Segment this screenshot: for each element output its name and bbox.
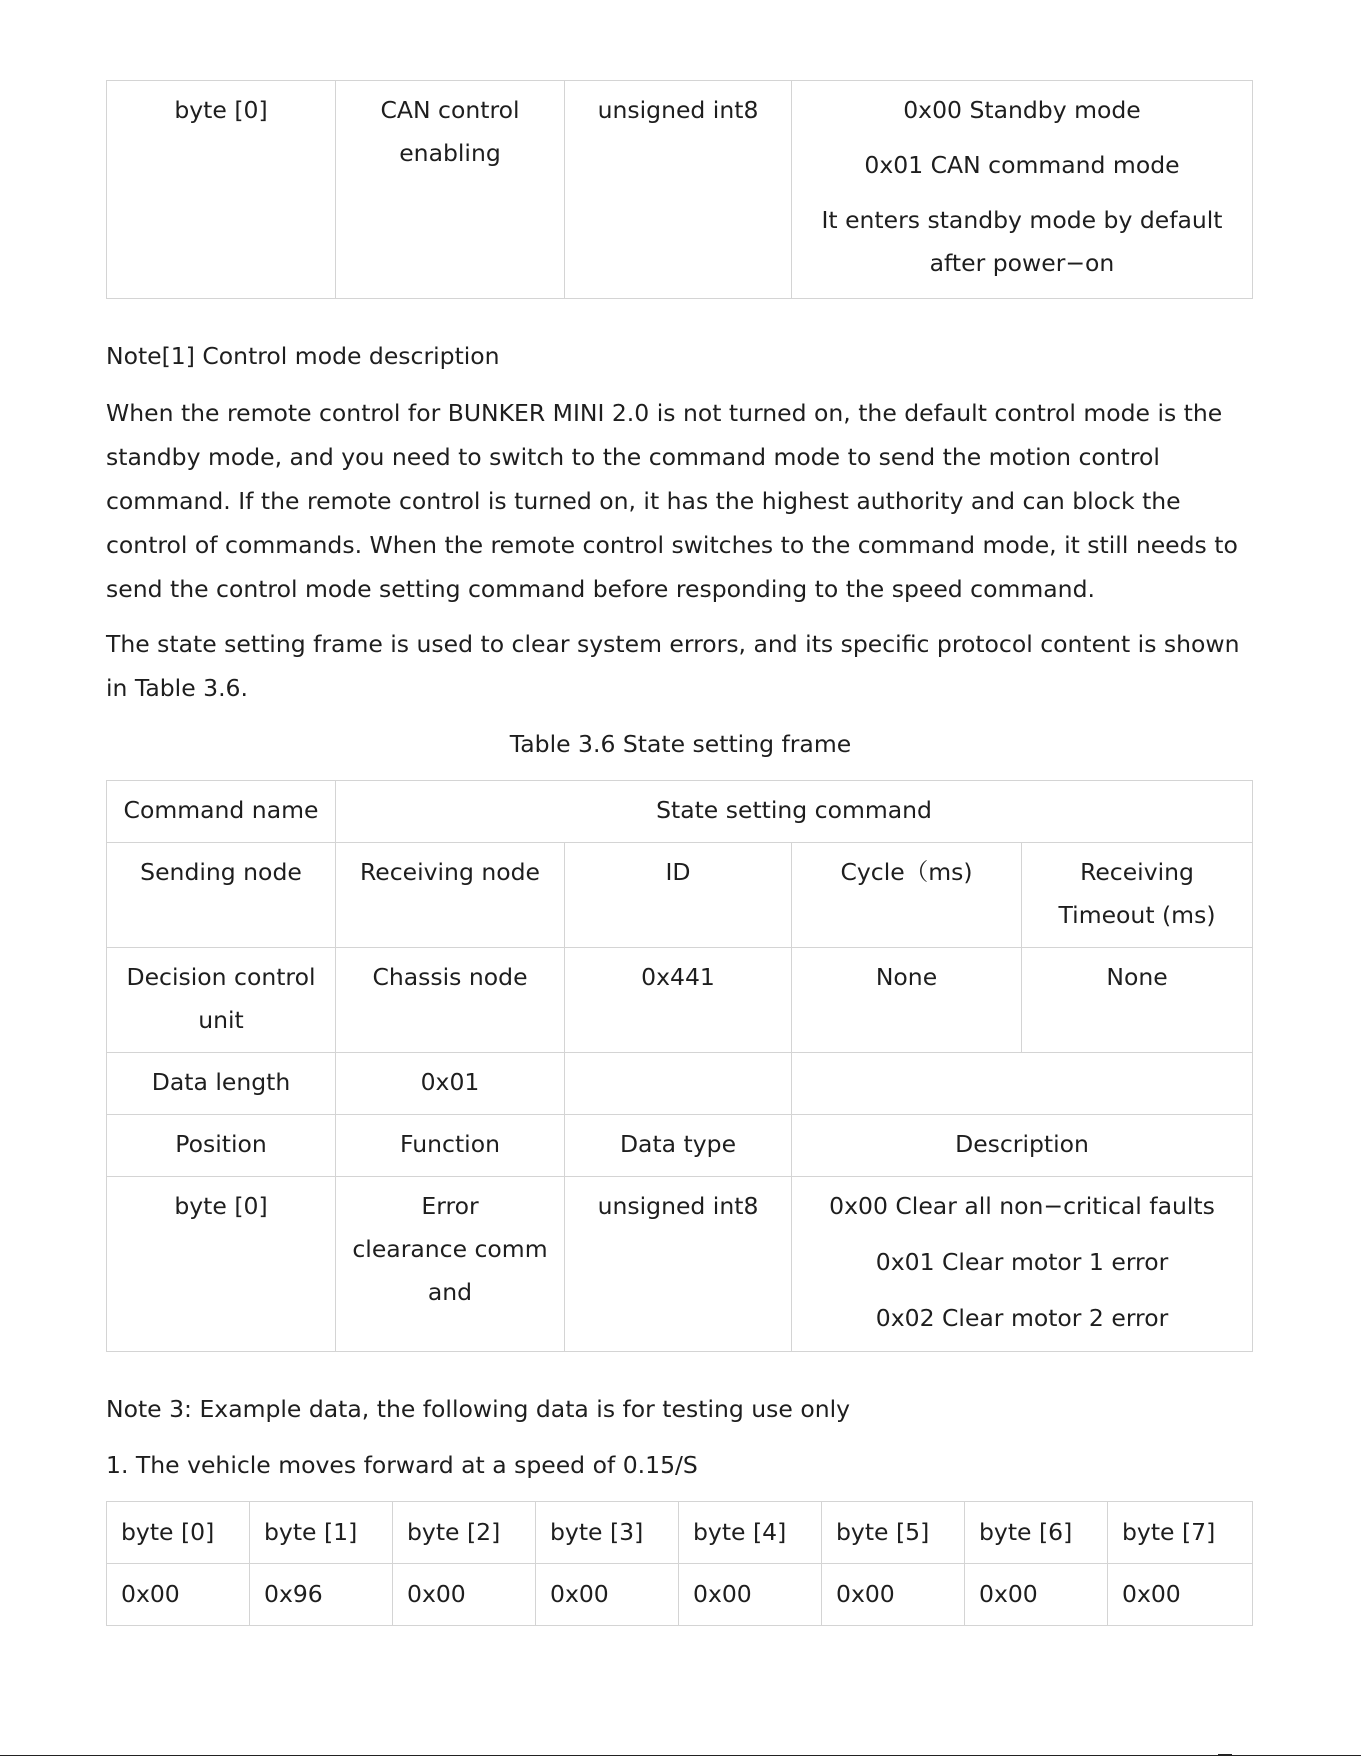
row-description-line: 0x00 Clear all non−critical faults — [829, 1192, 1215, 1220]
data-type-cell — [565, 81, 792, 299]
byte-header-cell: byte [5] — [822, 1502, 965, 1564]
function-header-cell — [336, 1115, 565, 1177]
control-mode-table — [106, 80, 1253, 299]
row-description-line: 0x02 Clear motor 2 error — [875, 1304, 1169, 1332]
row-description-cell — [792, 1177, 1253, 1352]
row-function-line: and — [427, 1278, 473, 1306]
paragraph-line: control of commands. When the remote control switches to the command mode, it still needs to — [106, 531, 1238, 559]
cycle-value-cell — [792, 948, 1022, 1053]
position-header-cell — [107, 1115, 336, 1177]
byte-header-cell: byte [3] — [536, 1502, 679, 1564]
byte-example-table — [106, 1501, 1253, 1626]
byte-header-cell: byte [4] — [679, 1502, 822, 1564]
cycle-header-cell — [792, 843, 1022, 948]
byte-value-cell: 0x00 — [1108, 1564, 1253, 1626]
example-title: 1. The vehicle moves forward at a speed of 0.15/S — [106, 1451, 698, 1479]
description-line: It enters standby mode by default — [821, 206, 1223, 234]
byte-value-cell: 0x00 — [536, 1564, 679, 1626]
paragraph-line: in Table 3.6. — [106, 674, 248, 702]
byte-header-cell: byte [6] — [965, 1502, 1108, 1564]
cycle-header: Cycle（ms) — [840, 858, 973, 886]
description-header-cell — [792, 1115, 1253, 1177]
function-header: Function — [400, 1130, 500, 1158]
description-line: 0x00 Standby mode — [903, 96, 1141, 124]
paragraph-line: send the control mode setting command before responding to the speed command. — [106, 575, 1095, 603]
byte-header-cell: byte [1] — [250, 1502, 393, 1564]
function-line: CAN control — [380, 96, 520, 124]
cycle-value: None — [875, 963, 938, 991]
page-corner-mark — [1218, 1754, 1232, 1755]
byte-value-cell: 0x96 — [250, 1564, 393, 1626]
receiving-node-value: Chassis node — [372, 963, 528, 991]
id-header: ID — [665, 858, 691, 886]
row-data-type-value: unsigned int8 — [597, 1192, 759, 1220]
note3-heading: Note 3: Example data, the following data is for testing use only — [106, 1395, 851, 1423]
data-type-header-cell — [565, 1115, 792, 1177]
timeout-value: None — [1106, 963, 1168, 991]
receiving-node-header-cell — [336, 843, 565, 948]
sending-node-value-cell — [107, 948, 336, 1053]
sending-node-header: Sending node — [140, 858, 302, 886]
row-function-line: Error — [421, 1192, 479, 1220]
note1-heading: Note[1] Control mode description — [106, 342, 500, 370]
data-length-label: Data length — [151, 1068, 291, 1096]
byte-header-cell: byte [2] — [393, 1502, 536, 1564]
paragraph-line: command. If the remote control is turned on, it has the highest authority and can block the — [106, 487, 1181, 515]
sending-node-line: Decision control — [126, 963, 316, 991]
paragraph-line: standby mode, and you need to switch to the command mode to send the motion control — [106, 443, 1160, 471]
byte-value-cell: 0x00 — [822, 1564, 965, 1626]
command-name-label: Command name — [123, 796, 319, 824]
receiving-node-header: Receiving node — [359, 858, 540, 886]
row-data-type-cell — [565, 1177, 792, 1352]
row-position-value: byte [0] — [174, 1192, 268, 1220]
page-bottom-rule — [0, 1755, 1361, 1756]
byte-value-cell: 0x00 — [393, 1564, 536, 1626]
id-header-cell — [565, 843, 792, 948]
timeout-header-line: Receiving — [1080, 858, 1194, 886]
empty-cell — [565, 1053, 792, 1115]
function-cell — [336, 81, 565, 299]
id-value: 0x441 — [641, 963, 715, 991]
command-name-value-cell — [336, 781, 1253, 843]
table-caption: Table 3.6 State setting frame — [509, 730, 852, 758]
state-setting-paragraph — [106, 622, 1256, 710]
id-value-cell — [565, 948, 792, 1053]
empty-cell — [792, 1053, 1253, 1115]
row-function-cell — [336, 1177, 565, 1352]
timeout-header-cell — [1022, 843, 1253, 948]
row-function-line: clearance comm — [352, 1235, 548, 1263]
state-setting-table — [106, 780, 1253, 1352]
description-cell — [792, 81, 1253, 299]
position-value: byte [0] — [174, 96, 268, 124]
note1-paragraph — [106, 391, 1256, 611]
data-length-label-cell — [107, 1053, 336, 1115]
description-line: after power−on — [929, 249, 1115, 277]
receiving-node-value-cell — [336, 948, 565, 1053]
description-line: 0x01 CAN command mode — [864, 151, 1180, 179]
data-type-header: Data type — [619, 1130, 737, 1158]
paragraph-line: The state setting frame is used to clear system errors, and its specific protocol content is shown — [106, 630, 1240, 658]
command-name-value: State setting command — [656, 796, 932, 824]
row-description-line: 0x01 Clear motor 1 error — [875, 1248, 1169, 1276]
sending-node-line: unit — [198, 1006, 244, 1034]
sending-node-header-cell — [107, 843, 336, 948]
data-length-value: 0x01 — [420, 1068, 480, 1096]
row-position-cell — [107, 1177, 336, 1352]
data-type-value: unsigned int8 — [597, 96, 759, 124]
byte-header-cell: byte [0] — [107, 1502, 250, 1564]
paragraph-line: When the remote control for BUNKER MINI 2.0 is not turned on, the default control mode is the — [106, 399, 1223, 427]
position-header: Position — [175, 1130, 267, 1158]
data-length-value-cell — [336, 1053, 565, 1115]
position-cell — [107, 81, 336, 299]
byte-value-cell: 0x00 — [107, 1564, 250, 1626]
byte-value-cell: 0x00 — [965, 1564, 1108, 1626]
byte-header-cell: byte [7] — [1108, 1502, 1253, 1564]
byte-value-cell: 0x00 — [679, 1564, 822, 1626]
timeout-value-cell — [1022, 948, 1253, 1053]
command-name-label-cell — [107, 781, 336, 843]
timeout-header-line: Timeout (ms) — [1058, 901, 1216, 929]
description-header: Description — [955, 1130, 1089, 1158]
function-line: enabling — [399, 139, 501, 167]
